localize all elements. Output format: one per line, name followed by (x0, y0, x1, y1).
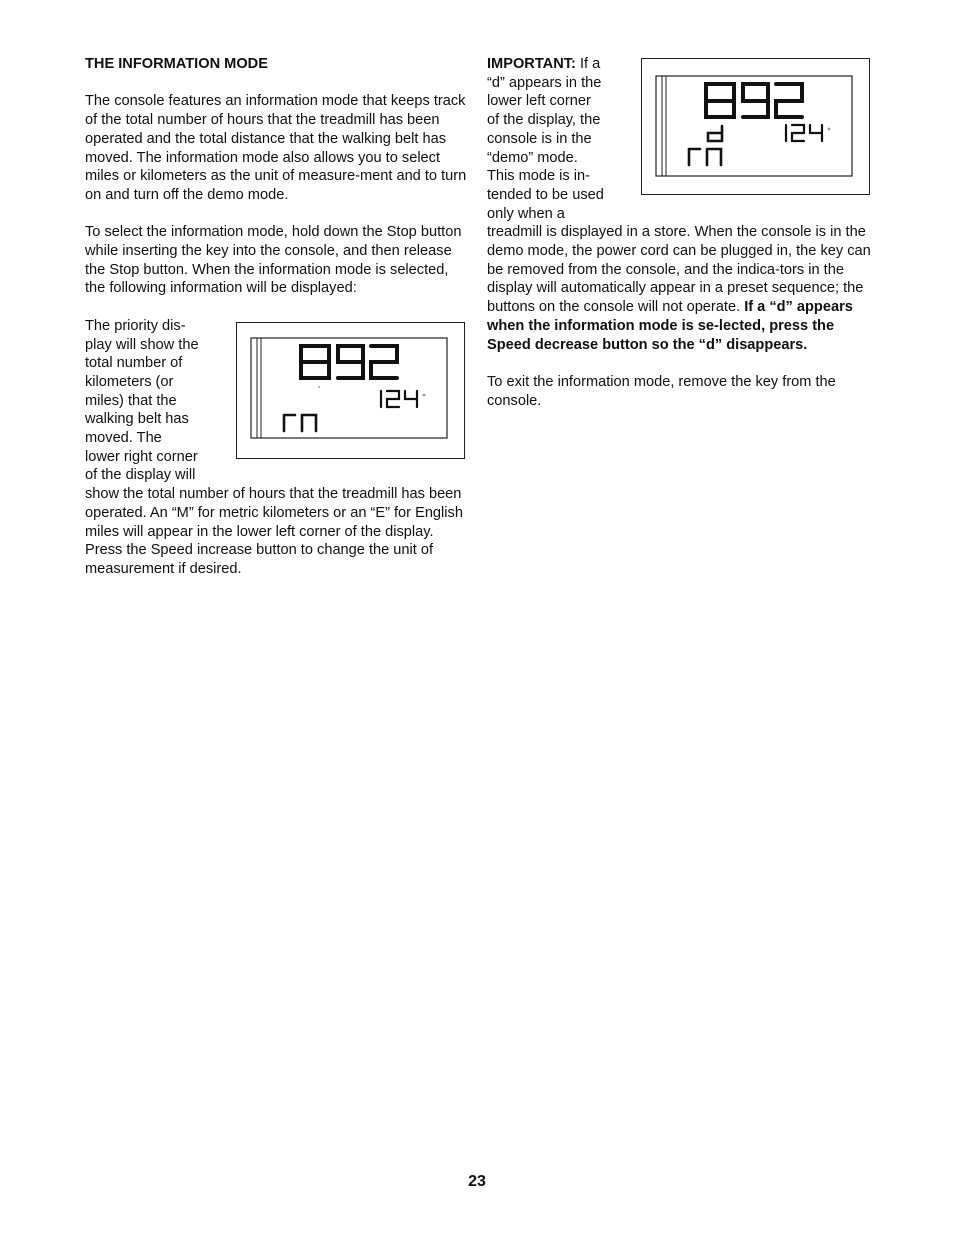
section-heading: THE INFORMATION MODE (85, 56, 268, 72)
wrap-line: walking belt has (85, 411, 189, 428)
demo-mode-paragraph (487, 223, 872, 354)
select-mode-paragraph: To select the information mode, hold down the Stop button while inserting the key into the console, and then release the Stop button. When the information mode is selected, the following information will be displayed: (85, 224, 462, 297)
wrap-line: The priority dis- (85, 317, 186, 334)
wrap-line: lower right corner (85, 448, 198, 465)
priority-paragraph-continued: show the total number of hours that the treadmill has been operated. An “M” for metric kilometers or an “E” for English miles will appear in the lower left corner of the display. Press the Speed increase button to change the unit of measurement if desired. (85, 486, 463, 577)
left-column (85, 55, 470, 579)
wrap-line-text: If a (579, 56, 601, 72)
exit-paragraph: To exit the information mode, remove the key from the console. (487, 373, 836, 409)
unit-indicator-m (284, 415, 316, 431)
wrap-line: This mode is in- (487, 168, 590, 185)
page-number: 23 (468, 1173, 486, 1190)
console-display-figure (236, 322, 465, 459)
wrap-line: console is in the (487, 130, 592, 147)
wrap-line (487, 55, 627, 74)
demo-mode-text: treadmill is displayed in a store. When the console is in the demo mode, the power cord can be plugged in, the key can be removed from the console, and the indica-tors in the display will automatically appear in a preset sequence; the buttons on the console will not operate. (487, 224, 871, 316)
wrap-line: of the display, the (487, 112, 601, 129)
wrap-line: moved. The (85, 430, 162, 447)
demo-indicator-d (708, 126, 722, 141)
intro-paragraph: The console features an information mode that keeps track of the total number of hours that the treadmill has been operated and the total distance that the walking belt has moved. The information mode also allows you to select miles or kilometers as the unit of measure-ment and to turn on and turn off the demo mode. (85, 93, 467, 203)
wrap-line: total number of (85, 355, 183, 372)
wrap-line: “demo” mode. (487, 149, 578, 166)
wrap-line: only when a (487, 205, 565, 222)
unit-indicator-m (689, 149, 721, 165)
wrap-line: “d” appears in the (487, 74, 602, 91)
important-wrap-text (487, 55, 627, 223)
wrap-line: play will show the (85, 336, 199, 353)
wrap-line: tended to be used (487, 186, 604, 203)
lcd-display-graphic (237, 323, 466, 460)
wrap-line: kilometers (or (85, 373, 174, 390)
console-display-demo-figure (641, 58, 870, 195)
important-label: IMPORTANT: (487, 56, 576, 72)
priority-wrap-text (85, 317, 215, 485)
wrap-line: of the display will (85, 467, 196, 484)
wrap-line: miles) that the (85, 392, 177, 409)
demo-mode-bold-text: If a “d” appears when the information mode is se-lected, press the Speed decrease button so the “d” disappears. (487, 299, 853, 353)
wrap-line: lower left corner (487, 93, 591, 110)
lcd-display-graphic (642, 59, 871, 196)
